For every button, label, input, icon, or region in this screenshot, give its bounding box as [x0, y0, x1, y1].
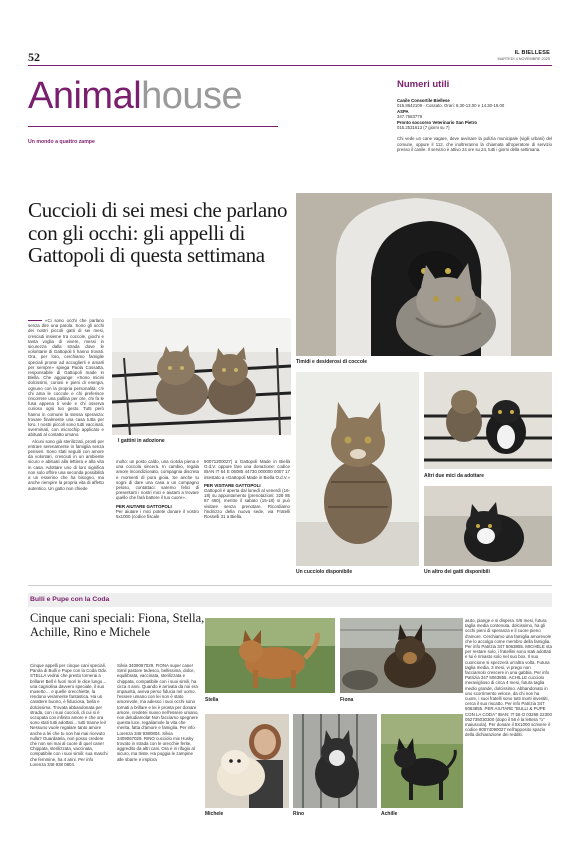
photo-two-cats — [424, 372, 552, 469]
article1-text: Per aiutare i mici potete donare il vostro 5x1000 (codice fiscale — [116, 508, 199, 520]
article1-column-1 — [28, 318, 104, 566]
issue-date: MARTEDÌ 4 NOVEMBRE 2025 — [497, 57, 550, 61]
article2-kicker: Bulli e Pupe con la Coda — [30, 596, 110, 603]
lead-rule — [28, 320, 42, 321]
article2-headline: Cinque cani speciali: Fiona, Stella, Achille, Rino e Michele — [30, 611, 205, 639]
caption-puppy: Un cucciolo disponibile — [296, 569, 353, 575]
title-underline — [28, 126, 278, 127]
article1-text: Alcuni sono già sterilizzati, pronti per entrare serenamente in famiglia senza pensieri. Sono stati seguiti con amore da volontari, cresciuti in un ambiente sicuro e abituati alla lettiera e alla vita in casa. Adottare uno di loro significa non solo offrire una seconda possibilità a un esserino che ha bisogno, ma anche riempire la propria vita di affetto autentico. Un gatto non chiede — [28, 438, 104, 491]
useful-numbers-title: Numeri utili — [397, 79, 450, 90]
useful-numbers-note: Chi vede un cane vagare, deve avvisare la polizia municipale (vigili urbani) del comune, oppure il 112, che inoltreranno la chiamata all'operatore di servizio presso il canile. Il servizio è attivo 24 ore su 24, tutti i giorni della settimana. — [397, 136, 552, 153]
contact-name: ASPA — [397, 108, 409, 114]
newspaper-name: IL BIELLESE — [514, 50, 550, 56]
article1-headline: Cuccioli di sei mesi che parlano con gli occhi: gli appelli di Gattopoli di questa settimana — [28, 198, 288, 267]
photo-rino — [293, 714, 377, 808]
caption-two-cats: Altri due mici da adottare — [424, 473, 485, 479]
photo-fiona — [340, 618, 463, 693]
section-tagline: Un mondo a quattro zampe — [28, 139, 95, 145]
article1-text: «Ci sono occhi che parlano senza dire una parola. Sono gli occhi dei nostri piccoli gatti di sei mesi, cresciuti insieme tra coccole, giochi e tanta voglia di vivere, messi in sicurezza dalla strada dove le volontarie di Gattopoli li hanno trovati. Ora, per loro, cerchiamo famiglie speciali pronte ad accoglierli e amarli per sempre» spiega Paola Cossatta, responsabile di Gattopoli made in Biella. Che aggiunge: «Sono micini dolcissimi, curiosi e pieni di energia, ognuno con la propria personalità: c'è chi ama le coccole e chi preferisce rincorrere una pallina per ore, chi fa le fusa appena ti vede e chi osserva curioso ogni tuo gesto. Tutti però hanno in comune la stessa speranza: trovare finalmente una casa tutta per loro. I nostri piccoli sono tutti vaccinati, sverminati, con microchip applicato e abituati al contatto umano. — [28, 318, 104, 438]
photo-another-cat — [424, 486, 552, 566]
article1-text: Gattopoli è aperta dal lunedì al venerdì (16-18) su appuntamento (prenotazioni: 328 85 87 460), mentre il sabato (15-18) si può visitare senza prenotare. Ricordiamo l'indirizzo della nuova sede, via Fratelli Rosselli 31 a Biella. — [204, 488, 290, 520]
useful-numbers-box — [397, 79, 552, 153]
caption-main-cats: Timidi e desiderosi di coccole — [296, 359, 368, 365]
photo-puppy-cat — [296, 372, 419, 566]
article1-text: molto: un posto caldo, una ciotola piena e una coccola sincera. In cambio, regala amore incondizionato, compagnia discreta e momenti di pura gioia. Se anche tu sogni di dare una casa a un compagno peloso, contattaci: saremo felici di presentarti i nostri mici e aiutarti a trovare quello che farà battere il tuo cuore». — [116, 459, 199, 501]
photo-main-cats — [296, 193, 552, 356]
article2-column-2: Silvia 3409067029. FIONA super cane! Simil pastore tedesco, bellissima, dolce, equilibrata, vaccinata, sterilizzata e chippata, compatibile con i suoi simili, ha circa 4 anni. Quando è arrivata da noi era impaurita, aveva perso fiducia nel uomo. l'essere umano con lei non è stato amorevole, ma adesso i suoi occhi sono tornati a brillare e lei è pronta per donare amore, credetei nuovo nell'essere umano, non deludiamola! Non facciamo spegnere questa luce, regaliamole la vita che merita, fatta d'amore e famiglia. Per info Lorenza 348 9380804. Silvia 3409067029. RINO cucciolo mix Husky trovato in strada con le orecchie ferite, aggredito da altri cani. Ora è in rifugio al sicuro, ma triste. Ha poggia le zampine alle sbarre e implora — [117, 663, 199, 762]
article2-column-3: aiuto, piange e si dispera. 5/6 mesi, futura taglia media contenuta, dolcissimo, ha gli occhi pieni di speranza e il cuore pieno d'amore. Cerchiamo una famiglia amorevole che lo accolga come membro della famiglia. Per info Patrizia 347 5063855. MICHELE sta per restare solo, i fratellini sono stati adottati e lui è rimasto solo nel suo box. Il suo cuoricione si spezzerà un'altra volta. Futura taglia media, 3 mesi, vi prego non facciamolo crescere in una gabbia. Per info Patrizia 347 5063855. ACHILLE cucciolo meraviglioso di circa 4 mesi, futura taglia medio grande, dolcissimo. Abbandonato in uno scorrimento veloce, da chi non ha cuore, i suoi fratelli sono tutti morti investiti, cerca il suo riscatto. Per info Patrizia 347 5063855. PER AIUTARE "BULLI & PUPE CON LA CODA" IBAN: IT 56 O 03268 22300 052735030300 (dopo il 56 è la lettera "o" maiuscola). Per donare il 5X1000 scrivere il codice 90074090027 nell'apposito spazio della dichiarazione dei redditi. — [465, 618, 552, 738]
photo-kittens — [112, 318, 291, 435]
section-title-house: house — [141, 75, 243, 117]
photo-achille — [381, 714, 463, 808]
caption-achille: Achille — [381, 811, 398, 817]
article1-column-3 — [204, 459, 290, 569]
contact-detail: 015.2531613 (7 giorni su 7) — [397, 125, 450, 131]
page-number: 52 — [28, 50, 40, 64]
caption-another-cat: Un altro dei gatti disponibili — [424, 569, 490, 575]
article1-text: 90071200027) a Gattopoli Made in Biella O.d.V. oppure fare una donazione: codice IBAN IT 64 E 06085 44730 000000 0007 17 intestato a «Gattopoli Made in Biella O.d.V.» — [204, 459, 290, 480]
photo-michele — [205, 714, 289, 808]
photo-stella — [205, 618, 335, 693]
header-rule — [28, 65, 552, 66]
caption-michele: Michele — [205, 811, 224, 817]
section-title — [28, 76, 242, 116]
article1-subhead: PER AIUTARE GATTOPOLI — [116, 503, 172, 509]
contact-name: Canile Consortile Biellese — [397, 98, 450, 103]
article1-subhead: PER VISITARE GATTOPOLI — [204, 482, 261, 488]
contact-detail: 015.8642109 - Cossato. Orari: 8.30-13.00 e 14.30-19.00 — [397, 103, 505, 109]
caption-kittens: I gattini in adozione — [118, 438, 165, 444]
caption-rino: Rino — [293, 811, 305, 817]
article1-column-2 — [116, 459, 199, 569]
contact-name: Pronto soccorso Veterinario San Pietro — [397, 119, 477, 125]
section-divider — [28, 585, 552, 586]
caption-fiona: Fiona — [340, 697, 354, 703]
contact-detail: 347.7583779 — [397, 114, 423, 120]
article2-column-1: Cinque appelli per cinque cani speciali. Parola di Bulli e Pupe con la Coda Odv. STELLA vedrai che presto tornerai a brillare! Bell è fuori morì le dice lungo… una cagnolina davvero speciale, il suo musetto… e quelle orecchiette, la rendono veramente fantastica. Ha un carattere buono, è fiduciosa, bella e dolcissima. Trovata abbandonata per strada, con i suoi cuccioli, di cui si è occupata con infinito amore e che ora sono stati tutti adottati… tutti tranne lei! Nessuno vuole regalare tanto amore anche a lei che tu non hai mai ricevuto nulla? Guardatela, non posso credere che non sei mai al cuore di quel cane! Chippata, sterilizzata, vaccinata, compatibile con i suoi simili: sua maschi che femmine, ha 4 anni. Per info Lorenza 348 938 0804. — [30, 663, 108, 767]
caption-stella: Stella — [205, 697, 219, 703]
section-title-animal: Animal — [28, 75, 142, 117]
